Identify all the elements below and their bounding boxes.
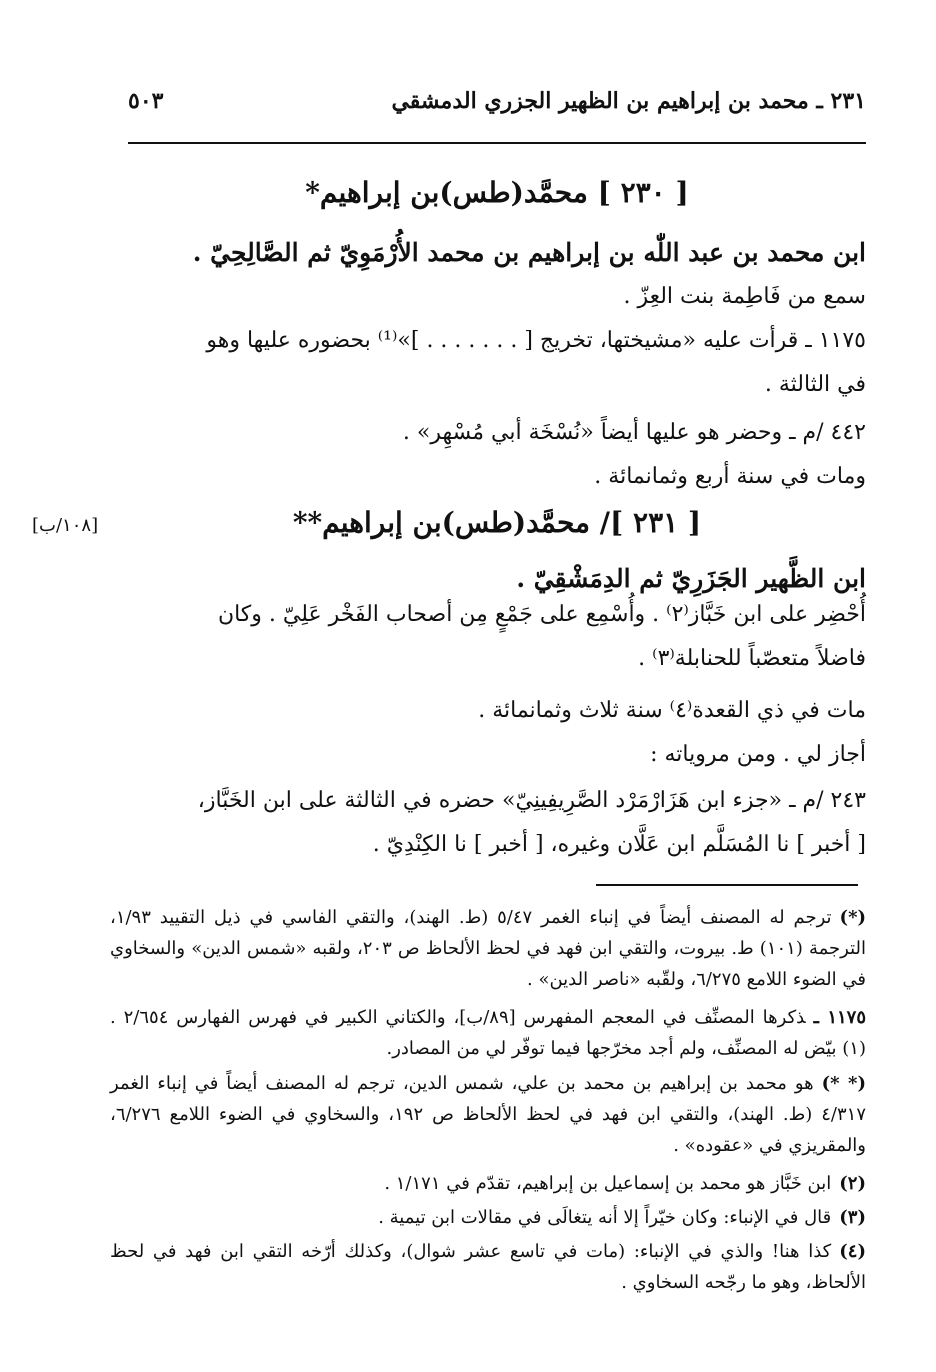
footnote-text: كذا هنا! والذي في الإنباء: (مات في تاسع عشر شوال)، وكذلك أرّخه التقي ابن فهد في لحظ الألحاظ، وهو ما رجّحه السخاوي . (110, 1241, 866, 1293)
entry-231-heading: [ ٢٣١ ]/ محمَّد(طس)بن إبراهيم** (292, 506, 702, 539)
entry-231-lineage: ابن الظَّهير الجَزَرِيّ ثم الدِمَشْقِيّ . (516, 564, 866, 593)
footnote-marker: (*) (839, 907, 866, 928)
footnote-4 (110, 1236, 866, 1298)
entry-230-item-1175: ١١٧٥ ـ قرأت عليه «مشيختها، تخريج [ . . . . . . . ]»⁽¹⁾ بحضوره عليها وهو (206, 328, 866, 353)
footnote-text: ابن خَبَّاز هو محمد بن إسماعيل بن إبراهيم، تقدّم في ١/١٧١ . (384, 1173, 832, 1194)
footnote-text: ترجم له المصنف أيضاً في إنباء الغمر ٥/٤٧ (ط. الهند)، والتقي الفاسي في ذيل التقييد ١/٩٣، الترجمة (١٠١) ط. بيروت، والتقي ابن فهد في لحظ الألحاظ ص ٢٠٣، ولقبه «شمس الدين» والسخاوي في الضوء اللامع ٦/٢٧٥، ولقّبه «ناصر الدين» . (110, 907, 866, 990)
footnote-double-star (110, 1068, 866, 1161)
entry-231-death: مات في ذي القعدة⁽٤⁾ سنة ثلاث وثمانمائة . (478, 698, 866, 723)
page-number: ٥٠٣ (128, 88, 164, 114)
footnote-marker: (٢) (839, 1173, 866, 1194)
footnote-3 (110, 1202, 866, 1233)
footnote-text: قال في الإنباء: وكان خيّراً إلا أنه يتغالَى في مقالات ابن تيمية . (378, 1207, 832, 1228)
entry-230-heading: [ ٢٣٠ ] محمَّد(طس)بن إبراهيم* (305, 176, 689, 209)
entry-230-item-442: ٤٤٢ /م ـ وحضر هو عليها أيضاً «نُسْخَة أبي مُسْهِر» . (402, 420, 866, 445)
entry-230-item-1175-cont: في الثالثة . (764, 372, 866, 397)
footnote-text: ذكرها المصنِّف في المعجم المفهرس [٨٩/ب]، والكتاني الكبير في فهرس الفهارس ٢/٦٥٤ . (١) بيّض له المصنِّف، ولم أجد مخرّجها فيما توفّر لي من المصادر. (110, 1007, 866, 1059)
footnote-rule (596, 884, 858, 886)
entry-231-ijaza: أجاز لي . ومن مروياته : (650, 742, 866, 767)
entry-231-item-243: ٢٤٣ /م ـ «جزء ابن هَزَارْمَرْد الصَّرِيفِينِيّ» حضره في الثالثة على ابن الخَبَّاز، (197, 788, 866, 813)
entry-230-lineage: ابن محمد بن عبد اللّٰه بن إبراهيم بن محمد الأُرْمَوِيّ ثم الصَّالِحِيّ . (192, 238, 866, 267)
folio-marker: [١٠٨/ب] (32, 515, 99, 536)
footnote-marker: (٣) (839, 1207, 866, 1228)
footnote-text: هو محمد بن إبراهيم بن محمد بن علي، شمس الدين، ترجم له المصنف أيضاً في إنباء الغمر ٤/٣١٧ (ط. الهند)، والتقي ابن فهد في لحظ الألحاظ ص ١٩٢، والسخاوي في الضوء اللامع ٦/٢٧٦، والمقريزي في «عقوده» . (110, 1073, 866, 1156)
entry-230-death: ومات في سنة أربع وثمانمائة . (594, 464, 866, 489)
entry-231-line-1: أُحْضِر على ابن خَبَّاز⁽٢⁾ . وأُسْمِع على جَمْعٍ مِن أصحاب الفَخْر عَلِيّ . وكان (217, 602, 866, 627)
footnote-1175 (110, 1002, 866, 1064)
footnote-marker: ١١٧٥ ـ (813, 1007, 866, 1028)
footnote-marker: (٤) (839, 1241, 866, 1262)
entry-231-item-243-cont: [ أخبر ] نا المُسَلَّم ابن عَلَّان وغيره، [ أخبر ] نا الكِنْدِيّ . (372, 832, 866, 857)
footnote-2 (110, 1168, 866, 1199)
entry-231-line-2: فاضلاً متعصّباً للحنابلة⁽٣⁾ . (638, 646, 866, 671)
header-rule (128, 142, 866, 144)
footnote-marker: (* *) (821, 1073, 866, 1094)
footnote-star (110, 902, 866, 995)
entry-230-heard-from: سمع من فَاطِمة بنت العِزّ . (623, 284, 866, 309)
running-title: ٢٣١ ـ محمد بن إبراهيم بن الظهير الجزري الدمشقي (391, 88, 866, 114)
